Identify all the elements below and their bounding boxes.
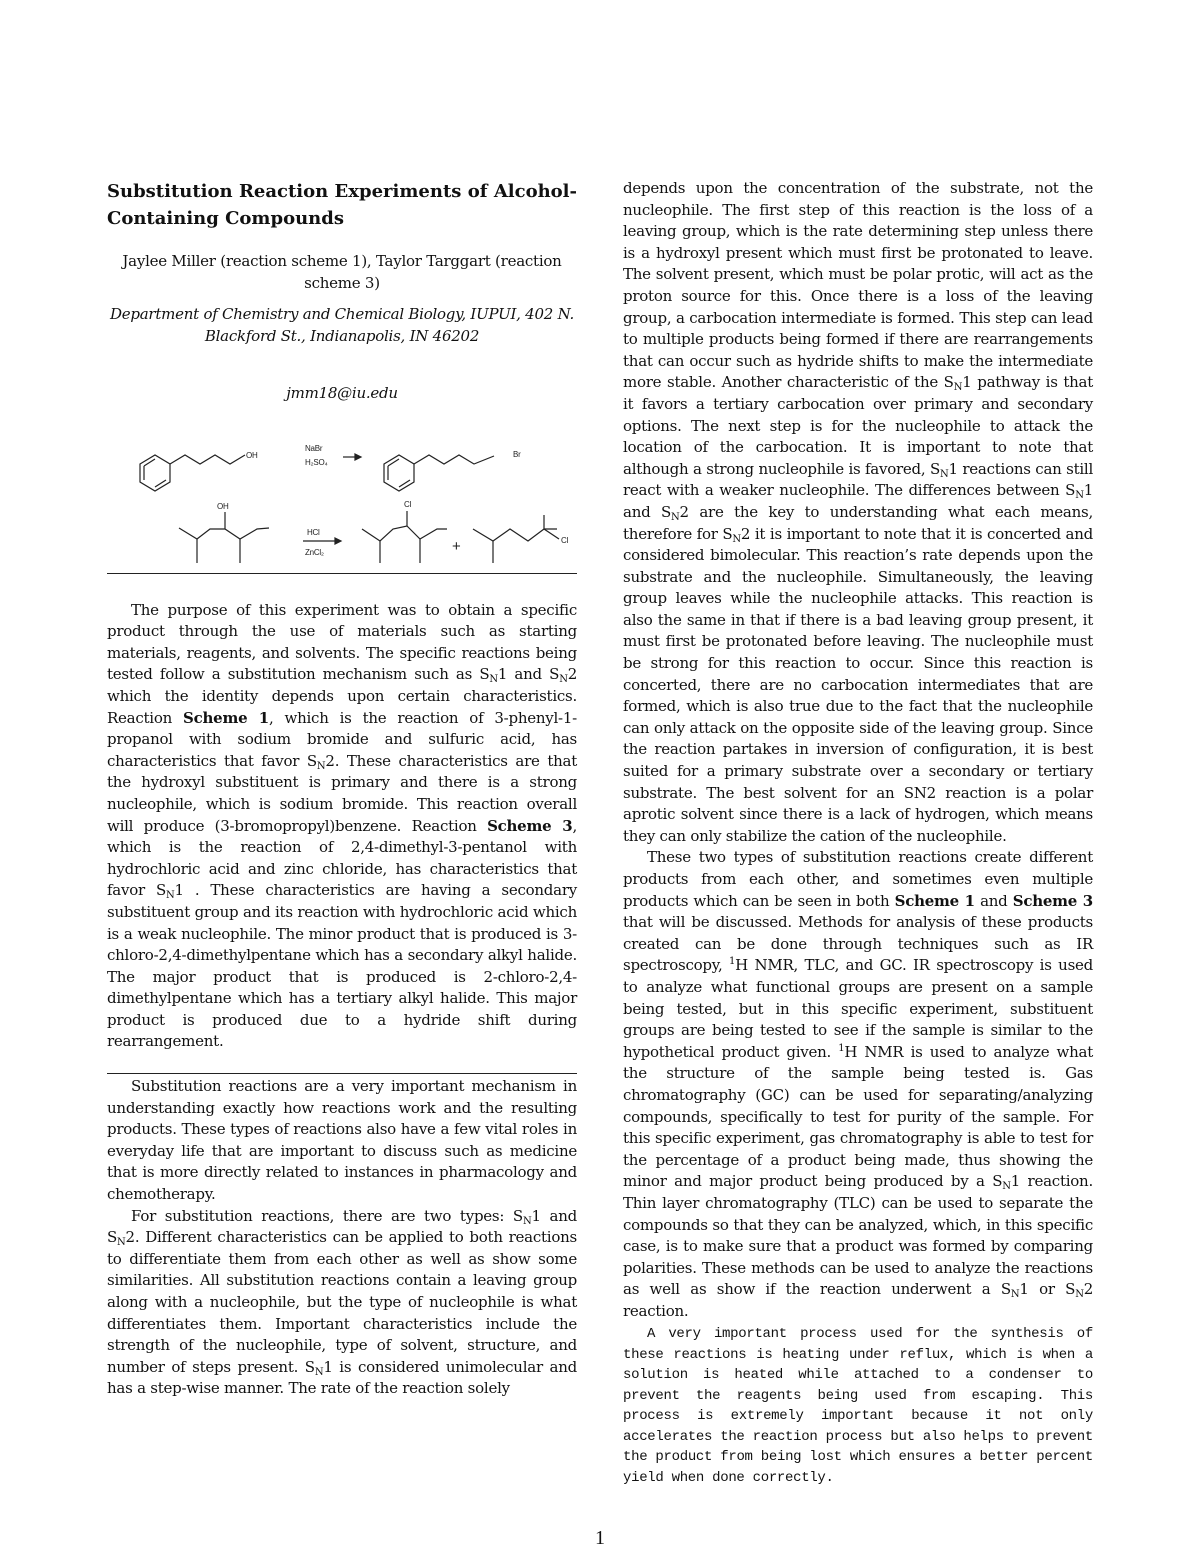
reactant-dimethylpentanol — [179, 502, 269, 563]
email: jmm18@iu.edu — [286, 384, 398, 402]
affiliation: Department of Chemistry and Chemical Biology, IUPUI, 402 N. Blackford St., Indianapolis, IN 46202 — [109, 305, 575, 345]
authors: Jaylee Miller (reaction scheme 1), Taylor Targgart (reaction scheme 3) — [122, 252, 562, 292]
section-divider — [107, 1073, 577, 1074]
abstract: The purpose of this experiment was to obtain a specific product through the use of materials such as starting materials, reagents, and solvents. The specific reactions being tested follow a substitution mechanism such as $S_N1$ and $S_N2$ which the identity depends upon certain characteristics. Reaction Scheme 1, which is the reaction of 3-phenyl-1-propanol with sodium bromide and sulfuric acid, has characteristics that favor $S_N2$. These characteristics are that the hydroxyl substituent is primary and there is a strong nucleophile, which is sodium bromide. This reaction overall will produce (3-bromopropyl)benzene. Reaction Scheme 3, which is the reaction of 2,4-dimethyl-3-pentanol with hydrochloric acid and zinc chloride, has characteristics that favor $S_N1$ . These characteristics are having a secondary substituent group and its reaction with hydrochloric acid which is a weak nucleophile. The minor product that is produced is 3-chloro-2,4-dimethylpentane which has a secondary alkyl halide. The major product that is produced is 2-chloro-2,4-dimethylpentane which has a tertiary alkyl halide. This major product is produced due to a hydride shift during rearrangement. — [107, 600, 577, 1051]
reagent-h2so4: H₂SO₄ — [305, 457, 328, 467]
paper-title: Substitution Reaction Experiments of Alcohol-Containing Compounds — [107, 181, 577, 229]
plus-sign: + — [452, 537, 461, 555]
product-3-chloro — [362, 500, 447, 563]
reagent-nabr: NaBr — [305, 443, 323, 453]
reagent-hcl: HCl — [307, 527, 320, 537]
product-2-chloro — [473, 515, 569, 563]
cl-label: Cl — [561, 535, 569, 545]
br-label: Br — [513, 449, 521, 459]
cl-label: Cl — [404, 499, 412, 509]
right-column — [623, 178, 1093, 1488]
reagent-zncl2: ZnCl₂ — [305, 547, 324, 557]
left-column — [107, 178, 577, 1400]
product-bromopropylbenzene — [384, 450, 521, 491]
oh-label: OH — [246, 450, 258, 460]
oh-label: OH — [217, 501, 229, 511]
section-divider — [107, 573, 577, 574]
page-number: 1 — [595, 1527, 605, 1549]
introduction: Substitution reactions are a very important mechanism in understanding exactly how reactions work and the resulting products. These types of reactions also have a few vital roles in everyday life that are important to discuss such as medicine that is more directly related to instances in pharmacology and chemotherapy. For substitution reactions, there are two types: $S_N1$ and $S_N2$. Different characteristics can be applied to both reactions to differentiate them from each other as well as show some similarities. All substitution reactions contain a leaving group along with a nucleophile, but the type of nucleophile is what differentiates them. Important characteristics include the strength of the nucleophile, type of solvent, structure, and number of steps present. $S_N1$ is considered unimolecular and has a step-wise manner. The rate of the reaction solely — [107, 1077, 577, 1398]
reaction-arrow — [343, 454, 361, 460]
reactant-3-phenyl-propanol — [140, 451, 258, 491]
reaction-scheme — [107, 411, 577, 563]
reaction-arrow — [303, 538, 341, 544]
body-text: depends upon the concentration of the substrate, not the nucleophile. The first step of this reaction is the loss of a leaving group, which is the rate determining step unless there is a hydroxyl present which must first be protonated to leave. The solvent present, which must be polar protic, will act as the proton source for this. Once there is a loss of the leaving group, a carbocation intermediate is formed. This step can lead to multiple products being formed if there are rearrangements that can occur such as hydride shifts to make the intermediate more stable. Another characteristic of the $S_N1$ pathway is that it favors a tertiary carbocation over primary and secondary options. The next step is for the nucleophile to attack the location of the carbocation. It is important to note that although a strong nucleophile is favored, $S_N1$ reactions can still react with a weaker nucleophile. The differences between $S_N1$ and $S_N2$ are the key to understanding what each means, therefore for $S_N2$ it is important to note that it is concerted and considered bimolecular. This reaction’s rate depends upon the substrate and the nucleophile. Simultaneously, the leaving group leaves while the nucleophile attacks. This reaction is also the same in that if there is a bad leaving group present, it must first be protonated before leaving. The nucleophile must be strong for this reaction to occur. Since this reaction is concerted, there are no carbocation intermediates that are formed, which is also true due to the fact that the nucleophile can only attack on the opposite side of the leaving group. Since the reaction partakes in inversion of configuration, it is best suited for a primary substrate over a secondary or tertiary substrate. The best solvent for an SN2 reaction is a polar aprotic solvent since there is a lack of hydrogen, which means they can only stabilize the cation of the nucleophile. These two types of substitution reactions create different products from each other, and sometimes even multiple products which can be seen in both Scheme 1 and Scheme 3 that will be discussed. Methods for analysis of these products created can be done through techniques such as IR spectroscopy, $^1$H NMR, TLC, and GC. IR spectroscopy is used to analyze what functional groups are present on a sample being tested, but in this specific experiment, substituent groups are being tested to see if the sample is similar to the hypothetical product given. $^1$H NMR is used to analyze what the structure of the sample being tested is. Gas chromatography (GC) can be used for separating/analyzing compounds, specifically to test for purity of the sample. For this specific experiment, gas chromatography is able to test for the percentage of a product being made, thus showing the minor and major product being produced by a $S_N1$ reaction. Thin layer chromatography (TLC) can be used to separate the compounds so that they can be analyzed, which, in this specific case, is to make sure that a product was formed by comparing polarities. These methods can be used to analyze the reactions as well as show if the reaction underwent a $S_N1$ or $S_N2$ reaction. A very important process used for the synthesis of these reactions is heating under reflux, which is when a solution is heated while attached to a condenser to prevent the reagents being used from escaping. This process is extremely important because it not only accelerates the reaction process but also helps to prevent the product from being lost which ensures a better percent yield when done correctly. — [623, 179, 1094, 1486]
